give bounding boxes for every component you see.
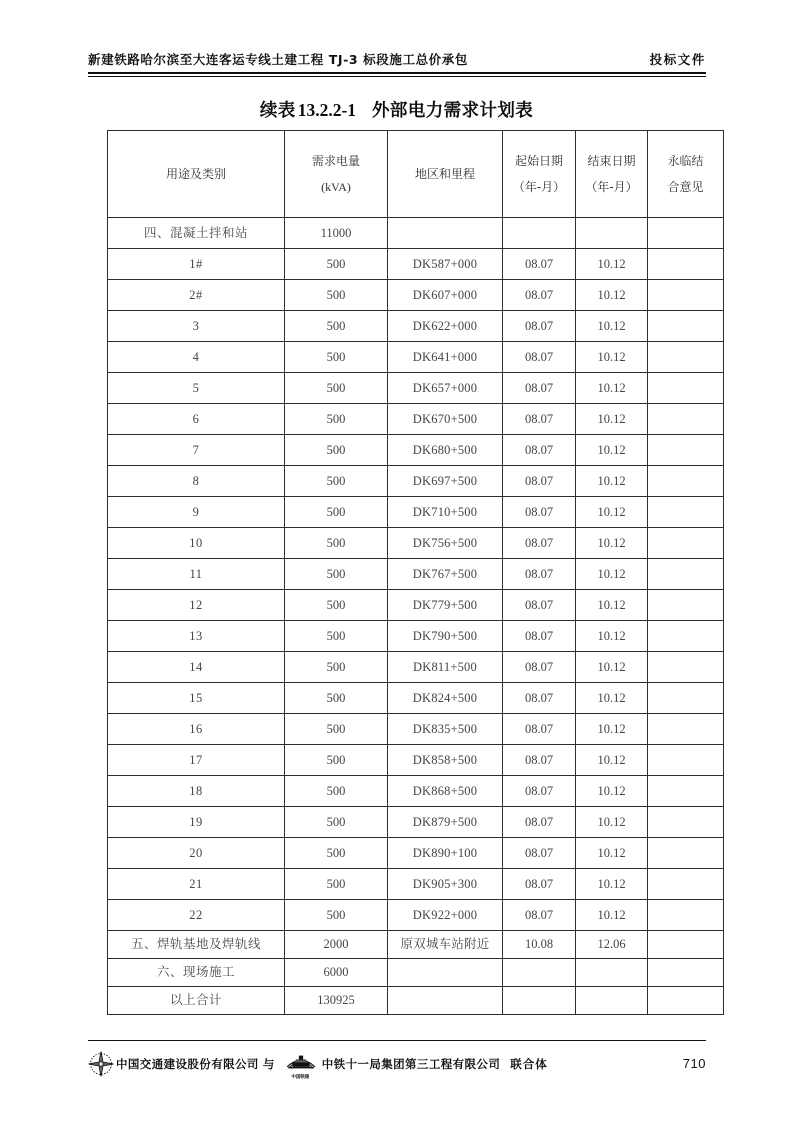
table-row xyxy=(108,590,724,621)
cell-use: 12 xyxy=(108,590,285,621)
cell-use: 15 xyxy=(108,683,285,714)
cell-kva: 500 xyxy=(285,373,388,404)
footer-companies xyxy=(88,1050,683,1080)
cell-end: 10.12 xyxy=(576,435,648,466)
cell-loc: DK670+500 xyxy=(388,404,503,435)
header-project-title: 新建铁路哈尔滨至大连客运专线土建工程 TJ-3 标段施工总价承包 xyxy=(88,52,468,67)
cell-start: 08.07 xyxy=(503,776,576,807)
table-row xyxy=(108,900,724,931)
power-demand-table-wrapper xyxy=(107,130,704,1015)
cell-loc: DK767+500 xyxy=(388,559,503,590)
cell-start: 08.07 xyxy=(503,869,576,900)
table-row xyxy=(108,959,724,987)
cell-kva: 500 xyxy=(285,714,388,745)
table-row xyxy=(108,559,724,590)
col-header-note xyxy=(648,131,724,218)
cell-kva: 500 xyxy=(285,807,388,838)
cell-loc: DK779+500 xyxy=(388,590,503,621)
table-body xyxy=(108,218,724,1015)
compass-star-icon xyxy=(88,1051,114,1077)
cell-end: 10.12 xyxy=(576,776,648,807)
cell-use: 17 xyxy=(108,745,285,776)
col-header-location-line1: 地区和里程 xyxy=(414,166,475,181)
cell-note xyxy=(648,745,724,776)
cell-kva: 6000 xyxy=(285,959,388,987)
cell-end: 12.06 xyxy=(576,931,648,959)
table-header-row xyxy=(108,131,724,218)
cell-note xyxy=(648,776,724,807)
cell-start xyxy=(503,959,576,987)
cell-start: 08.07 xyxy=(503,528,576,559)
cell-loc: DK858+500 xyxy=(388,745,503,776)
col-header-use-line1: 用途及类别 xyxy=(165,166,226,181)
cell-start: 08.07 xyxy=(503,280,576,311)
cell-end: 10.12 xyxy=(576,249,648,280)
cell-end: 10.12 xyxy=(576,497,648,528)
cell-start: 08.07 xyxy=(503,838,576,869)
crcc-logo-caption: 中国铁建 xyxy=(291,1075,309,1080)
cell-loc xyxy=(388,959,503,987)
cell-start: 10.08 xyxy=(503,931,576,959)
cell-loc: DK824+500 xyxy=(388,683,503,714)
cell-note xyxy=(648,280,724,311)
col-header-end-date-line2: （年-月） xyxy=(585,179,638,194)
cell-note xyxy=(648,959,724,987)
cell-note xyxy=(648,466,724,497)
cell-loc: DK905+300 xyxy=(388,869,503,900)
cell-use: 10 xyxy=(108,528,285,559)
table-row xyxy=(108,807,724,838)
col-header-kva-line2: (kVA) xyxy=(321,179,351,194)
cell-end: 10.12 xyxy=(576,807,648,838)
table-row xyxy=(108,745,724,776)
cell-kva: 500 xyxy=(285,404,388,435)
cell-loc: DK756+500 xyxy=(388,528,503,559)
table-row xyxy=(108,466,724,497)
cell-note xyxy=(648,435,724,466)
cell-start: 08.07 xyxy=(503,652,576,683)
cell-use: 六、现场施工 xyxy=(108,959,285,987)
col-header-kva xyxy=(285,131,388,218)
cell-loc: DK922+000 xyxy=(388,900,503,931)
cell-end: 10.12 xyxy=(576,683,648,714)
cell-use: 2# xyxy=(108,280,285,311)
cell-loc: DK879+500 xyxy=(388,807,503,838)
col-header-use xyxy=(108,131,285,218)
cell-start: 08.07 xyxy=(503,621,576,652)
cell-note xyxy=(648,249,724,280)
cell-use: 五、焊轨基地及焊轨线 xyxy=(108,931,285,959)
table-row xyxy=(108,528,724,559)
table-row xyxy=(108,435,724,466)
col-header-start-date-line1: 起始日期 xyxy=(514,154,563,169)
title-name: 外部电力需求计划表 xyxy=(372,101,534,121)
cell-kva: 2000 xyxy=(285,931,388,959)
table-head xyxy=(108,131,724,218)
cell-start: 08.07 xyxy=(503,497,576,528)
col-header-start-date xyxy=(503,131,576,218)
cell-end: 10.12 xyxy=(576,869,648,900)
china-railway-construction-icon xyxy=(285,1051,317,1073)
cell-end: 10.12 xyxy=(576,745,648,776)
col-header-end-date-line1: 结束日期 xyxy=(587,154,636,169)
cell-end: 10.12 xyxy=(576,714,648,745)
cell-kva: 500 xyxy=(285,559,388,590)
cell-end: 10.12 xyxy=(576,559,648,590)
table-row xyxy=(108,218,724,249)
table-row xyxy=(108,342,724,373)
cell-end: 10.12 xyxy=(576,900,648,931)
cell-note xyxy=(648,342,724,373)
cell-use: 以上合计 xyxy=(108,987,285,1015)
table-row xyxy=(108,621,724,652)
table-row xyxy=(108,838,724,869)
cell-kva: 500 xyxy=(285,590,388,621)
table-row xyxy=(108,280,724,311)
cell-start xyxy=(503,218,576,249)
cell-note xyxy=(648,559,724,590)
cell-end: 10.12 xyxy=(576,652,648,683)
cell-loc: DK811+500 xyxy=(388,652,503,683)
cell-note xyxy=(648,311,724,342)
footer-joint-venture: 联合体 xyxy=(510,1056,548,1071)
cell-loc: DK697+500 xyxy=(388,466,503,497)
cell-end xyxy=(576,218,648,249)
cell-kva: 500 xyxy=(285,776,388,807)
table-row xyxy=(108,249,724,280)
cell-loc: DK657+000 xyxy=(388,373,503,404)
cell-use: 13 xyxy=(108,621,285,652)
cell-use: 11 xyxy=(108,559,285,590)
cell-loc: DK680+500 xyxy=(388,435,503,466)
cell-kva: 500 xyxy=(285,683,388,714)
cell-end: 10.12 xyxy=(576,373,648,404)
cell-kva: 500 xyxy=(285,528,388,559)
header-divider-rule xyxy=(88,72,706,77)
cell-start: 08.07 xyxy=(503,807,576,838)
cell-kva: 500 xyxy=(285,869,388,900)
cell-loc: DK835+500 xyxy=(388,714,503,745)
cell-end: 10.12 xyxy=(576,342,648,373)
cell-start: 08.07 xyxy=(503,466,576,497)
col-header-note-line1: 永临结 xyxy=(667,154,704,169)
cell-end: 10.12 xyxy=(576,311,648,342)
page-title xyxy=(0,97,793,122)
cell-use: 4 xyxy=(108,342,285,373)
cell-loc: DK587+000 xyxy=(388,249,503,280)
cell-loc: DK641+000 xyxy=(388,342,503,373)
page-number: 710 xyxy=(682,1056,706,1071)
cell-loc: DK868+500 xyxy=(388,776,503,807)
cell-note xyxy=(648,987,724,1015)
cell-note xyxy=(648,590,724,621)
cell-use: 9 xyxy=(108,497,285,528)
cell-kva: 500 xyxy=(285,466,388,497)
cell-use: 5 xyxy=(108,373,285,404)
cell-use: 16 xyxy=(108,714,285,745)
cell-note xyxy=(648,931,724,959)
cell-use: 1# xyxy=(108,249,285,280)
cell-use: 18 xyxy=(108,776,285,807)
cell-loc: DK890+100 xyxy=(388,838,503,869)
table-row xyxy=(108,714,724,745)
cell-kva: 500 xyxy=(285,280,388,311)
cell-note xyxy=(648,528,724,559)
cell-note xyxy=(648,621,724,652)
cell-kva: 500 xyxy=(285,311,388,342)
cell-note xyxy=(648,404,724,435)
footer-divider-rule xyxy=(88,1040,706,1041)
cell-kva: 500 xyxy=(285,900,388,931)
power-demand-table xyxy=(107,130,724,1015)
col-header-kva-line1: 需求电量 xyxy=(311,154,360,169)
cell-start: 08.07 xyxy=(503,745,576,776)
cell-start: 08.07 xyxy=(503,714,576,745)
table-row xyxy=(108,869,724,900)
col-header-end-date xyxy=(576,131,648,218)
cell-use: 22 xyxy=(108,900,285,931)
footer-company-1: 中国交通建设股份有限公司 xyxy=(116,1056,259,1071)
cell-note xyxy=(648,652,724,683)
cell-kva: 500 xyxy=(285,342,388,373)
table-row xyxy=(108,652,724,683)
cell-kva: 130925 xyxy=(285,987,388,1015)
header-document-type: 投标文件 xyxy=(649,52,706,67)
cell-end: 10.12 xyxy=(576,838,648,869)
table-row xyxy=(108,497,724,528)
cell-loc: DK710+500 xyxy=(388,497,503,528)
cell-use: 19 xyxy=(108,807,285,838)
cell-kva: 11000 xyxy=(285,218,388,249)
cell-start: 08.07 xyxy=(503,311,576,342)
cell-use: 21 xyxy=(108,869,285,900)
cell-loc: 原双城车站附近 xyxy=(388,931,503,959)
cell-use: 6 xyxy=(108,404,285,435)
cell-note xyxy=(648,900,724,931)
cell-start: 08.07 xyxy=(503,373,576,404)
cell-start: 08.07 xyxy=(503,342,576,373)
cell-end xyxy=(576,987,648,1015)
table-row xyxy=(108,311,724,342)
cell-kva: 500 xyxy=(285,497,388,528)
cell-kva: 500 xyxy=(285,249,388,280)
table-row xyxy=(108,931,724,959)
cell-kva: 500 xyxy=(285,621,388,652)
cell-start: 08.07 xyxy=(503,559,576,590)
cell-kva: 500 xyxy=(285,435,388,466)
cell-loc: DK790+500 xyxy=(388,621,503,652)
title-prefix: 续表 xyxy=(259,101,296,121)
cell-loc: DK622+000 xyxy=(388,311,503,342)
col-header-start-date-line2: （年-月） xyxy=(512,179,566,194)
cell-start xyxy=(503,987,576,1015)
cell-use: 20 xyxy=(108,838,285,869)
running-header xyxy=(88,50,706,68)
cell-end: 10.12 xyxy=(576,280,648,311)
cell-note xyxy=(648,714,724,745)
cell-note xyxy=(648,373,724,404)
cell-start: 08.07 xyxy=(503,683,576,714)
crcc-logo-group xyxy=(281,1053,320,1080)
cell-start: 08.07 xyxy=(503,590,576,621)
cell-start: 08.07 xyxy=(503,435,576,466)
cell-note xyxy=(648,683,724,714)
cell-loc xyxy=(388,218,503,249)
table-row xyxy=(108,404,724,435)
cell-note xyxy=(648,218,724,249)
cell-use: 8 xyxy=(108,466,285,497)
cell-note xyxy=(648,869,724,900)
col-header-location xyxy=(388,131,503,218)
cell-end: 10.12 xyxy=(576,404,648,435)
cell-use: 3 xyxy=(108,311,285,342)
cell-note xyxy=(648,497,724,528)
cell-start: 08.07 xyxy=(503,404,576,435)
cell-use: 7 xyxy=(108,435,285,466)
cell-end: 10.12 xyxy=(576,621,648,652)
cell-start: 08.07 xyxy=(503,249,576,280)
cell-loc xyxy=(388,987,503,1015)
cell-note xyxy=(648,838,724,869)
running-footer xyxy=(88,1050,706,1080)
cell-note xyxy=(648,807,724,838)
table-row xyxy=(108,987,724,1015)
table-row xyxy=(108,776,724,807)
footer-company-2: 中铁十一局集团第三工程有限公司 xyxy=(321,1056,501,1071)
cell-kva: 500 xyxy=(285,652,388,683)
table-row xyxy=(108,683,724,714)
cell-use: 14 xyxy=(108,652,285,683)
cell-end: 10.12 xyxy=(576,528,648,559)
table-row xyxy=(108,373,724,404)
cell-use: 四、混凝土拌和站 xyxy=(108,218,285,249)
cell-kva: 500 xyxy=(285,745,388,776)
cell-end: 10.12 xyxy=(576,466,648,497)
title-number: 13.2.2-1 xyxy=(297,100,357,120)
cell-kva: 500 xyxy=(285,838,388,869)
footer-conjunction: 与 xyxy=(262,1056,275,1071)
cell-start: 08.07 xyxy=(503,900,576,931)
cell-end: 10.12 xyxy=(576,590,648,621)
col-header-note-line2: 合意见 xyxy=(667,179,704,194)
cell-end xyxy=(576,959,648,987)
cell-loc: DK607+000 xyxy=(388,280,503,311)
